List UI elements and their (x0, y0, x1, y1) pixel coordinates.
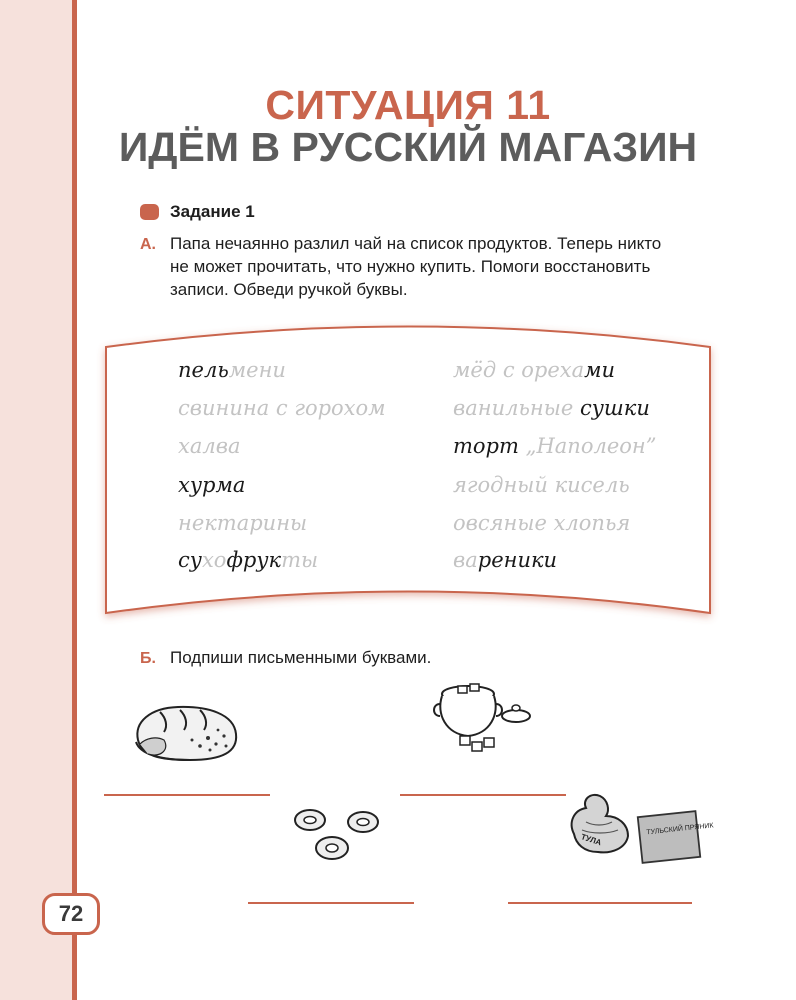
answer-line-sugar[interactable] (400, 794, 566, 796)
answer-line-gingerbread[interactable] (508, 902, 692, 904)
part-a-text (170, 232, 661, 301)
answer-line-bread[interactable] (104, 794, 270, 796)
part-a-marker: А. (140, 236, 156, 253)
list-item: ягодный кисель (453, 473, 630, 497)
page-title: ИДЁМ В РУССКИЙ МАГАЗИН (118, 124, 698, 170)
list-item: свинина с горохом (178, 396, 386, 420)
list-item: мёд с орехами (453, 358, 616, 382)
part-a-line: Папа нечаянно разлил чай на список продуктов. Теперь никто (170, 234, 662, 253)
tula-gingerbread-icon (562, 786, 714, 864)
list-item: нектарины (178, 511, 308, 535)
part-a-line: записи. Обведи ручкой буквы. (170, 280, 408, 299)
sugar-bowl-icon (432, 680, 552, 760)
part-b-text: Подпиши письменными буквами. (170, 648, 432, 667)
list-item: торт „Наполеон” (453, 434, 657, 458)
situation-title: СИТУАЦИЯ 11 (265, 82, 551, 128)
list-item: хурма (178, 473, 246, 497)
list-item: ванильные сушки (453, 396, 650, 420)
gingerbread-packet-label: ТУЛЬСКИЙ ПРЯНИК (646, 822, 714, 837)
task-bullet-icon (140, 204, 159, 220)
answer-line-sushki[interactable] (248, 902, 414, 904)
list-item: вареники (453, 548, 558, 572)
list-item: халва (178, 434, 241, 458)
part-b-marker: Б. (140, 650, 156, 667)
list-item: овсяные хлопья (453, 511, 631, 535)
list-item: сухофрукты (178, 548, 319, 572)
page-number: 72 (42, 893, 100, 935)
list-item: пельмени (178, 358, 286, 382)
part-a-line: не может прочитать, что нужно купить. Помоги восстановить (170, 257, 651, 276)
bread-loaf-icon (130, 700, 242, 766)
gingerbread-label: ТУЛА (579, 832, 603, 848)
sushki-icon (288, 800, 388, 870)
task-label: Задание 1 (170, 202, 255, 221)
